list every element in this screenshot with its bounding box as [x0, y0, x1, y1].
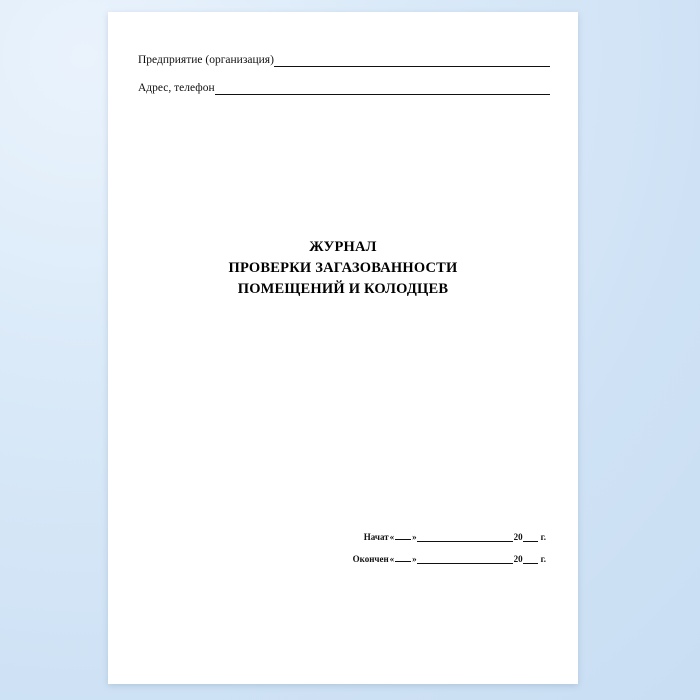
footer-started-year-prefix: 20: [513, 532, 523, 542]
footer-finished-label: Окончен: [352, 554, 389, 564]
document-page: [108, 12, 578, 684]
footer-finished-row: [108, 554, 546, 564]
footer-started-label: Начат: [363, 532, 389, 542]
field-company-label: Предприятие (организация): [138, 54, 274, 66]
footer-finished-day-rule[interactable]: [395, 554, 411, 562]
footer-finished-quote-close: »: [412, 554, 417, 564]
footer-started-quote-close: »: [412, 532, 417, 542]
field-address-rule[interactable]: [215, 84, 550, 95]
title-line-1: ЖУРНАЛ: [309, 239, 377, 255]
footer-started-row: [108, 532, 546, 542]
document-inner: [108, 12, 578, 684]
footer-started-day-rule[interactable]: [395, 532, 411, 540]
footer-started-year-rule[interactable]: [523, 532, 538, 542]
footer-finished-month-rule[interactable]: [417, 554, 513, 564]
document-footer: [108, 532, 546, 576]
field-address-label: Адрес, телефон: [138, 82, 215, 94]
field-company-rule[interactable]: [274, 56, 550, 67]
footer-finished-year-prefix: 20: [513, 554, 523, 564]
footer-started-suffix: г.: [540, 532, 546, 542]
footer-finished-quote-open: «: [389, 554, 395, 564]
field-address: [138, 82, 550, 95]
field-company: [138, 54, 550, 67]
document-title: [108, 237, 578, 300]
footer-finished-year-rule[interactable]: [523, 554, 538, 564]
footer-started-month-rule[interactable]: [417, 532, 513, 542]
footer-finished-suffix: г.: [540, 554, 546, 564]
title-line-2: ПРОВЕРКИ ЗАГАЗОВАННОСТИ: [228, 260, 458, 277]
footer-started-quote-open: «: [389, 532, 395, 542]
title-line-3: ПОМЕЩЕНИЙ И КОЛОДЦЕВ: [237, 281, 449, 298]
